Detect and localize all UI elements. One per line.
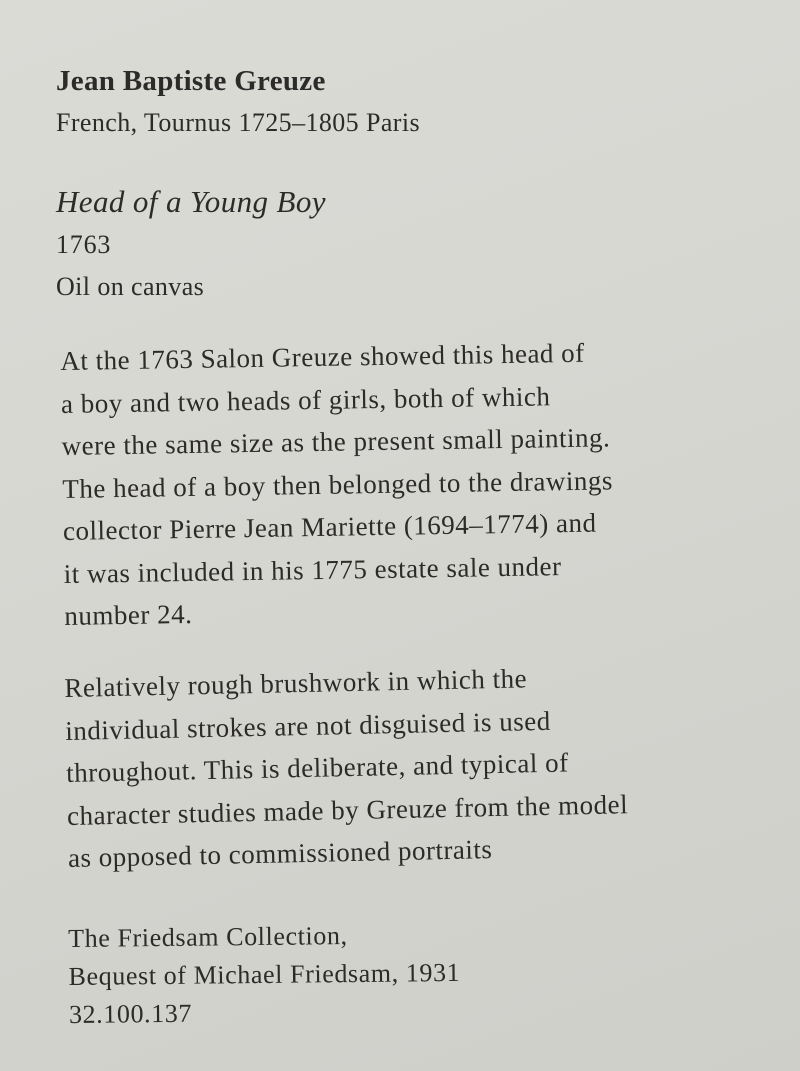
paragraph-line: a boy and two heads of girls, both of which: [60, 380, 551, 419]
paragraph-line: throughout. This is deliberate, and typical of: [65, 747, 569, 788]
accession-number: 32.100.137: [68, 998, 193, 1029]
artist-name: Jean Baptiste Greuze: [56, 65, 326, 97]
description-paragraph-1: [60, 329, 765, 637]
paragraph-line: character studies made by Greuze from the model: [66, 788, 629, 831]
description-paragraph-2: [64, 652, 768, 879]
paragraph-line: Relatively rough brushwork in which the: [64, 663, 528, 703]
artist-bio: French, Tournus 1725–1805 Paris: [56, 108, 420, 137]
credit-collection: The Friedsam Collection,: [68, 921, 348, 953]
artwork-medium: Oil on canvas: [56, 272, 205, 301]
paragraph-line: The head of a boy then belonged to the drawings: [62, 464, 614, 504]
paragraph-line: individual strokes are not disguised is used: [65, 705, 551, 746]
paragraph-line: as opposed to commissioned portraits: [67, 834, 493, 873]
artwork-title: Head of a Young Boy: [56, 184, 326, 219]
credit-bequest: Bequest of Michael Friedsam, 1931: [68, 957, 461, 991]
paragraph-line: collector Pierre Jean Mariette (1694–1774) and: [62, 507, 597, 546]
credit-line: [68, 913, 769, 1034]
paragraph-line: At the 1763 Salon Greuze showed this head of: [60, 337, 585, 376]
paragraph-line: were the same size as the present small painting.: [61, 422, 611, 461]
paragraph-line: number 24.: [64, 598, 193, 631]
artwork-date: 1763: [56, 230, 112, 259]
paragraph-line: it was included in his 1775 estate sale under: [63, 550, 562, 589]
